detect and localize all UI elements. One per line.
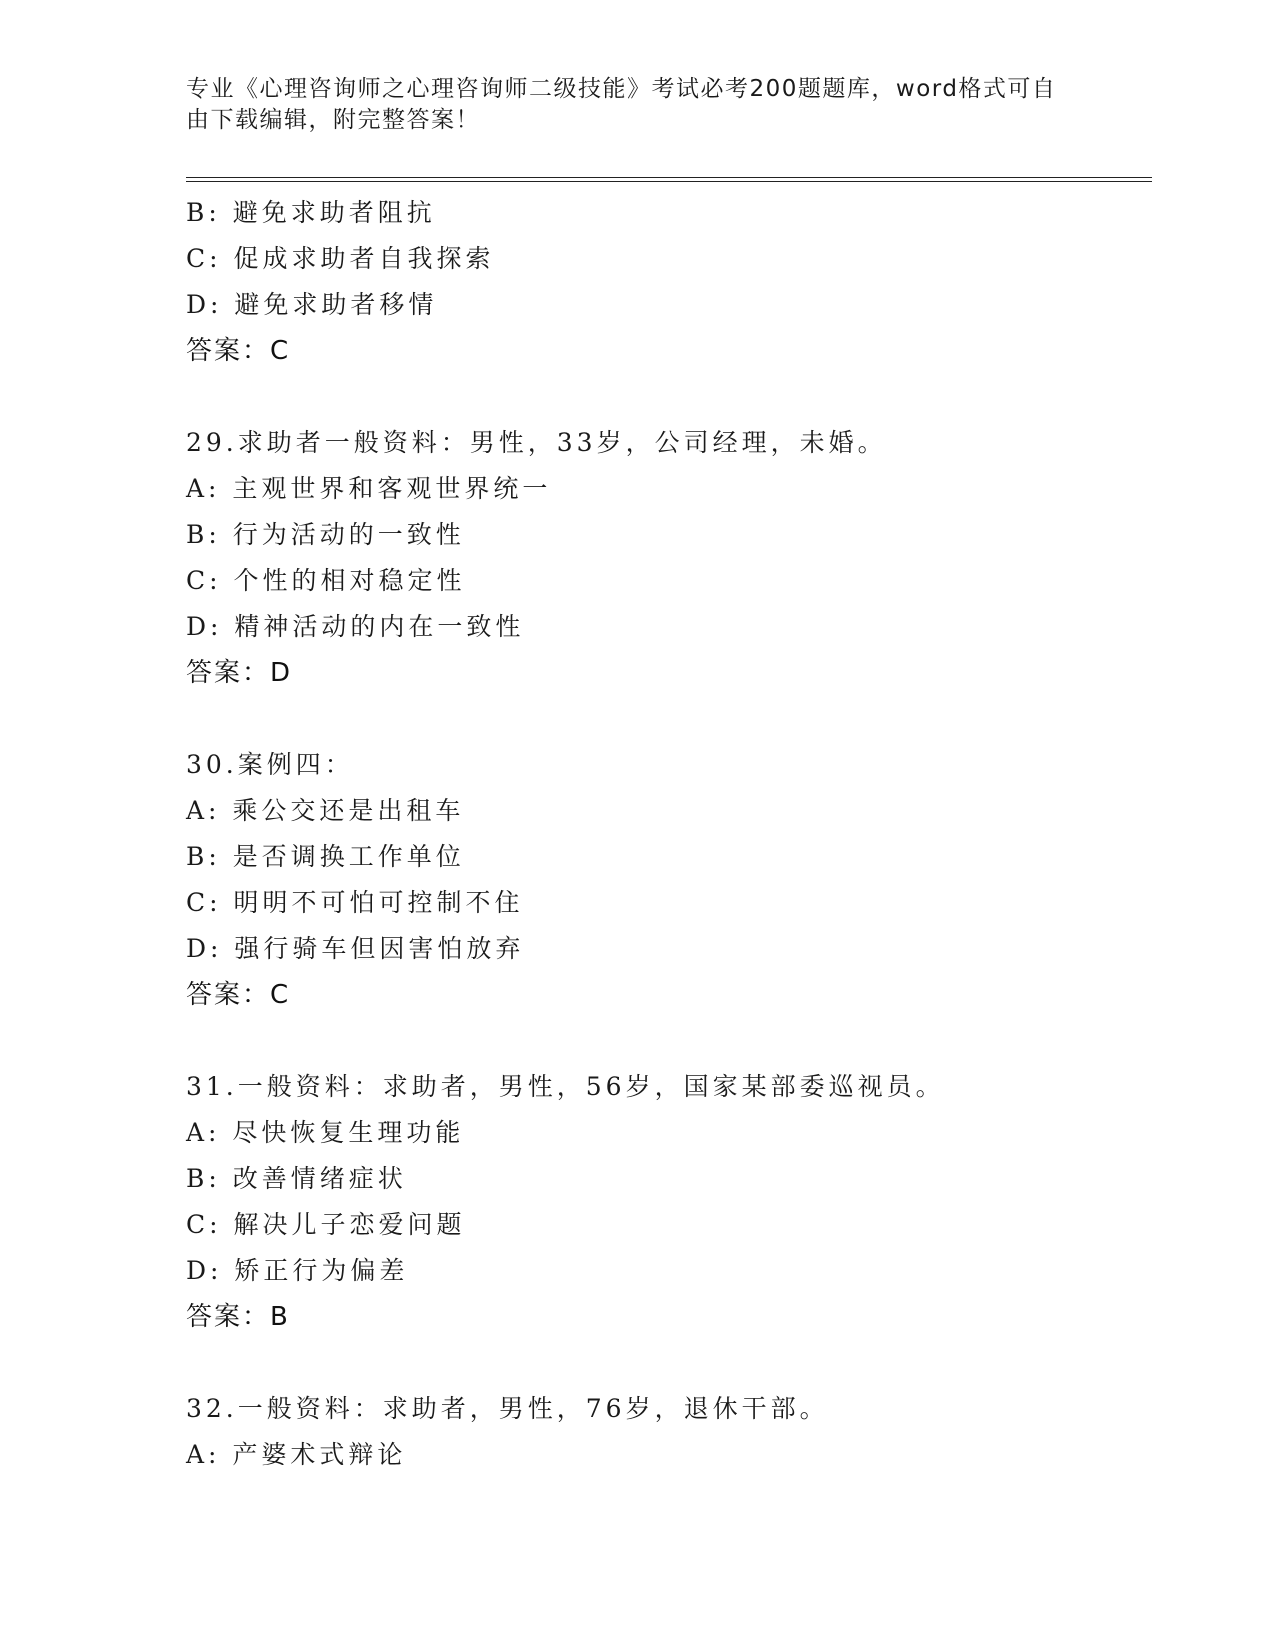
option-a: A: 产婆术式辩论 (186, 1440, 407, 1469)
question-list (186, 190, 1146, 1524)
option-b: B: 避免求助者阻抗 (186, 198, 436, 227)
option-a: A: 主观世界和客观世界统一 (186, 474, 552, 503)
option-d: D: 避免求助者移情 (186, 290, 438, 319)
header-line-1: 专业《心理咨询师之心理咨询师二级技能》考试必考200题题库，word格式可自 (186, 76, 1057, 102)
document-header (186, 74, 1066, 136)
question-block-30 (186, 742, 1146, 1018)
answer-line: 答案：C (186, 336, 291, 366)
question-block-32 (186, 1386, 1146, 1478)
option-c: C: 解决儿子恋爱问题 (186, 1210, 466, 1239)
question-block-28 (186, 190, 1146, 374)
option-c: C: 个性的相对稳定性 (186, 566, 466, 595)
answer-line: 答案：D (186, 658, 293, 688)
question-stem: 30.案例四： (186, 750, 354, 779)
option-b: B: 改善情绪症状 (186, 1164, 407, 1193)
option-c: C: 促成求助者自我探索 (186, 244, 495, 273)
question-stem: 29.求助者一般资料：男性，33岁，公司经理，未婚。 (186, 428, 887, 457)
question-stem: 32.一般资料：求助者，男性，76岁，退休干部。 (186, 1394, 829, 1423)
option-a: A: 乘公交还是出租车 (186, 796, 465, 825)
option-b: B: 是否调换工作单位 (186, 842, 465, 871)
option-b: B: 行为活动的一致性 (186, 520, 465, 549)
option-d: D: 强行骑车但因害怕放弃 (186, 934, 525, 963)
question-block-31 (186, 1064, 1146, 1340)
option-d: D: 精神活动的内在一致性 (186, 612, 525, 641)
option-d: D: 矫正行为偏差 (186, 1256, 409, 1285)
header-divider-bottom (186, 181, 1152, 182)
option-c: C: 明明不可怕可控制不住 (186, 888, 524, 917)
answer-line: 答案：C (186, 980, 291, 1010)
question-block-29 (186, 420, 1146, 696)
header-divider-top (186, 177, 1152, 178)
header-line-2: 由下载编辑，附完整答案！ (186, 107, 480, 133)
answer-line: 答案：B (186, 1302, 290, 1332)
question-stem: 31.一般资料：求助者，男性，56岁，国家某部委巡视员。 (186, 1072, 945, 1101)
option-a: A: 尽快恢复生理功能 (186, 1118, 465, 1147)
